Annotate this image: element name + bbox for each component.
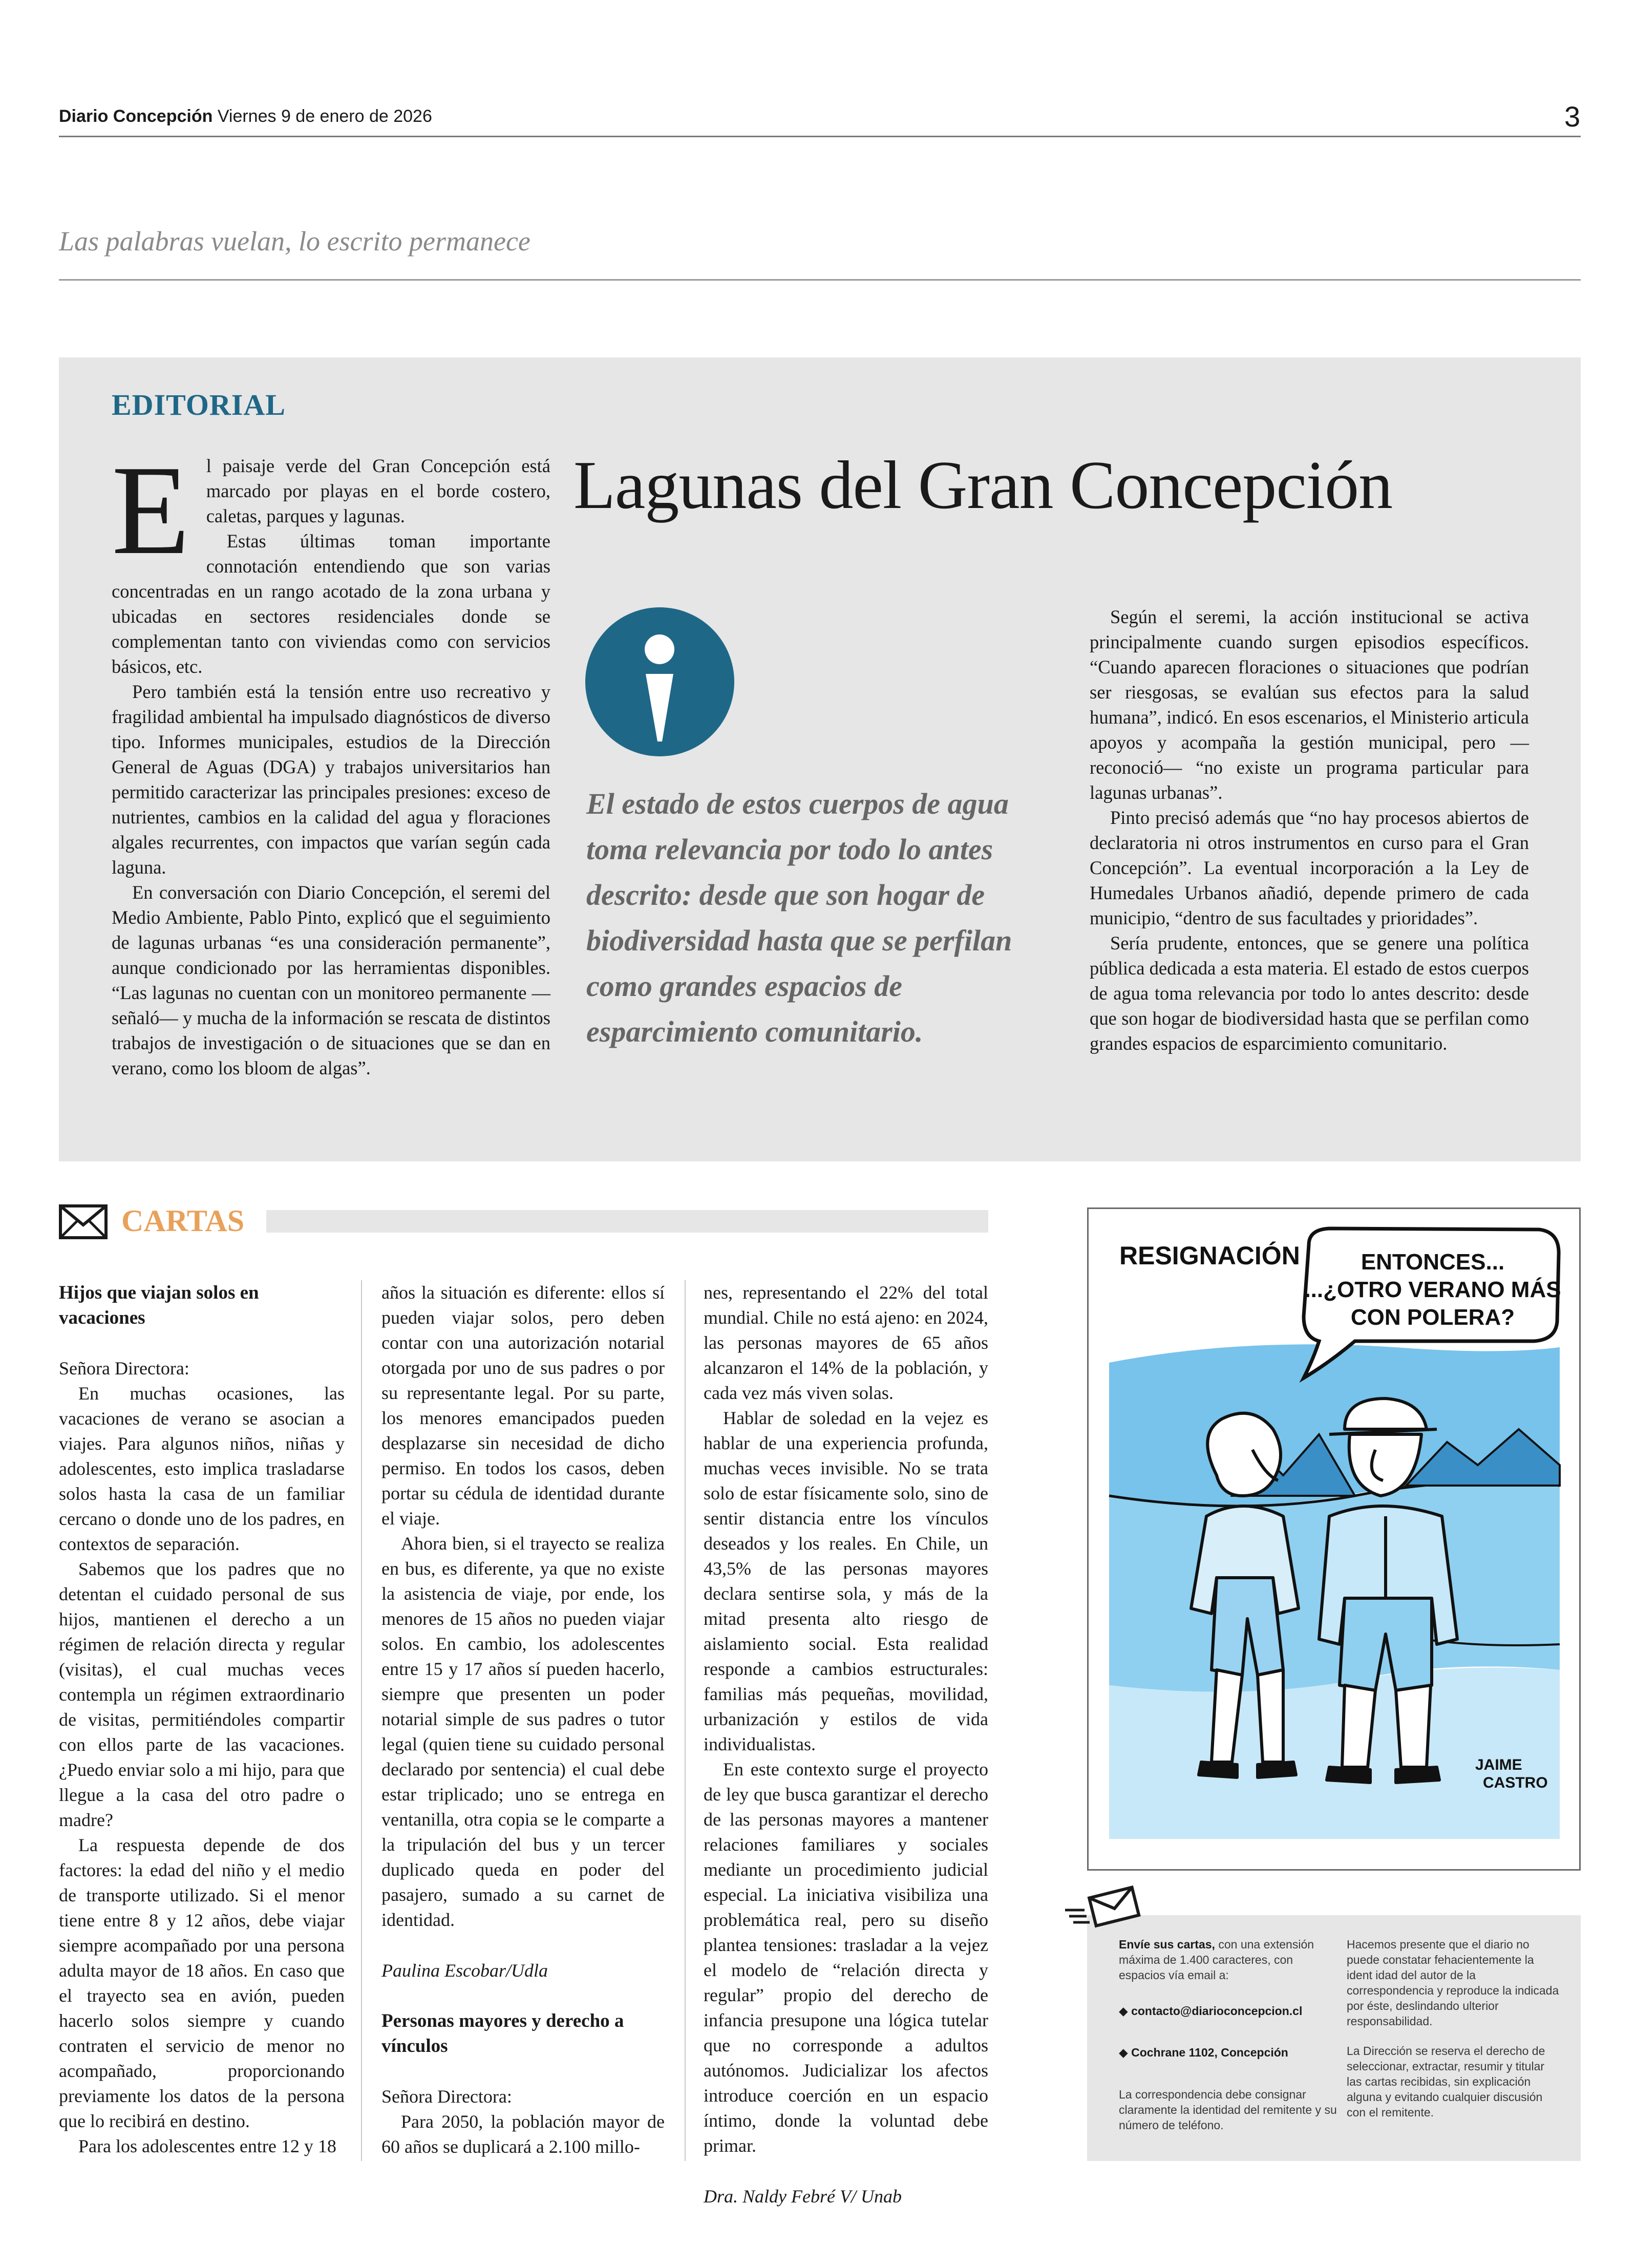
letter-signature: Paulina Escobar/Udla <box>381 1960 548 1981</box>
editorial-paragraph: Pinto precisó además que “no hay procesos abiertos de declaratoria ni otros instrumentos en curso para el Gran Concepción”. La eventual incorporación a la Ley de Humedales Urbanos añadió, depende primero de cada municipio, “dentro de sus facultades y prioridades”. <box>1090 807 1529 928</box>
column-divider <box>685 1280 686 2161</box>
envelope-icon <box>59 1204 108 1239</box>
letter-paragraph: En este contexto surge el proyecto de ley que busca garantizar el derecho de las personas mayores a mantener relaciones familiares y sociales mediante un procedimiento judicial especial. La iniciativa visibiliza una problemática real, pero su diseño plantea tensiones: trasladar a la vejez el modelo de “relación directa y regular” propio del derecho de infancia presupone una lógica tutelar que no corresponde a adultos autónomos. Judicializar los afectos introduce coerción en un espacio íntimo, donde la voluntad debe primar. <box>704 1759 988 2156</box>
disclaimer-text: Hacemos presente que el diario no puede constatar fehacientemente la ident idad del autor de la correspondencia y reproduce la indicada por éste, deslindando ulterior responsabilidad. <box>1347 1938 1559 2028</box>
letter-paragraph: Para los adolescentes entre 12 y 18 <box>78 2136 336 2156</box>
letter-paragraph: nes, representando el 22% del total mundial. Chile no está ajeno: en 2024, las personas mayores de 65 años alcanzaron el 14% de la población, y cada vez más viven solas. <box>704 1282 988 1403</box>
disclaimer-text: La Dirección se reserva el derecho de seleccionar, extractar, resumir y titular las cartas recibidas, sin explicación alguna y evitando cualquier discusión con el remitente. <box>1347 2044 1545 2119</box>
letter-title: Hijos que viajan solos en vacaciones <box>59 1282 259 1328</box>
letters-column-2 <box>381 1280 665 2159</box>
letter-paragraph: Ahora bien, si el trayecto se realiza en bus, es diferente, ya que no existe la asistencia de viaje, por ende, los menores de 15 años no pueden viajar solos. En cambio, los adolescentes entre 15 y 17 años sí pueden hacerlo, siempre que presenten un poder notarial simple de sus padres o tutor legal (quien tiene su cuidado personal declarado por sentencia) el cual debe estar triplicado; uno se entrega en ventanilla, otra copia se le comparte a la tripulación del bus y un tercer duplicado queda en poder del pasajero, sumado a su carnet de identidad. <box>381 1533 665 1930</box>
letter-paragraph: En muchas ocasiones, las vacaciones de verano se asocian a viajes. Para algunos niños, niñas y adolescentes, esto implica trasladarse solos hasta la casa de un familiar cercano o donde uno de los padres, en contextos de separación. <box>59 1383 345 1554</box>
editorial-column-1 <box>112 439 550 1080</box>
issue-date: Viernes 9 de enero de 2026 <box>217 107 432 126</box>
editorial-pull-quote: El estado de estos cuerpos de agua toma relevancia por todo lo antes descrito: desde que son hogar de biodiversidad hasta que se perfilan como grandes espacios de esparcimiento comunitario. <box>586 787 1012 1048</box>
editorial-label: EDITORIAL <box>112 388 286 421</box>
submission-email[interactable]: ◆ contacto@diarioconcepcion.cl <box>1119 2004 1303 2018</box>
header-rule <box>59 136 1581 137</box>
cartoon-signature: CASTRO <box>1483 1774 1548 1791</box>
submission-address: ◆ Cochrane 1102, Concepción <box>1119 2046 1288 2059</box>
page-header <box>59 107 432 126</box>
editorial-paragraph: Estas últimas toman importante connotación entendiendo que son varias concentradas en un rango acotado de la zona urbana y ubicadas en sectores residenciales donde se complementan tanto con viviendas como con servicios básicos, etc. <box>112 531 550 677</box>
letter-signature: Dra. Naldy Febré V/ Unab <box>704 2186 902 2207</box>
letter-paragraph: Para 2050, la población mayor de 60 años se duplicará a 2.100 millo- <box>381 2111 665 2157</box>
submission-lead: Envíe sus cartas, <box>1119 1938 1215 1951</box>
section-motto: Las palabras vuelan, lo escrito permanece <box>59 226 530 257</box>
cartas-header-bar <box>266 1210 988 1233</box>
letter-title: Personas mayores y derecho a vínculos <box>381 2010 624 2057</box>
address-text: Cochrane 1102, Concepción <box>1131 2046 1288 2059</box>
editorial-paragraph: Según el seremi, la acción institucional se activa principalmente cuando surgen episodios específicos. “Cuando aparecen floraciones o situaciones que podrían ser riesgosas, se evalúan sus efectos para la salud humana”, indicó. En esos escenarios, el Ministerio articula apoyos y acompaña la gestión municipal, pero —reconoció— “no existe un programa particular para lagunas urbanas”. <box>1090 606 1529 803</box>
cartoon-speech-line: ENTONCES... <box>1361 1249 1505 1275</box>
editorial-paragraph: En conversación con Diario Concepción, el seremi del Medio Ambiente, Pablo Pinto, explicó que el seguimiento de lagunas urbanas “es una consideración permanente”, aunque condicionado por las herramientas disponibles. “Las lagunas no cuentan con un monitoreo permanente —señaló— y mucha de la información se rescata de distintos trabajos de investigación o de situaciones que se dan en verano, como los bloom de algas”. <box>112 882 550 1078</box>
letter-salutation: Señora Directora: <box>381 2086 512 2107</box>
letter-paragraph: La respuesta depende de dos factores: la edad del niño y el medio de transporte utilizado. Si el menor tiene entre 8 y 12 años, debe viajar siempre acompañado por una persona adulta mayor de 18 años. En caso que el trayecto sea en avión, pueden hacerlo solos siempre y cuando contraten el servicio de menor no acompañado, proporcionando previamente los datos de la persona que lo recibirá en destino. <box>59 1835 345 2131</box>
editorial-title: Lagunas del Gran Concepción <box>573 447 1393 523</box>
submission-note: La correspondencia debe consignar claramente la identidad del remitente y su número de teléfono. <box>1119 2088 1337 2132</box>
letter-salutation: Señora Directora: <box>59 1358 189 1379</box>
letters-column-3 <box>704 1280 988 2209</box>
submission-lead-rest: con una extensión máxima de 1.400 caracteres, con espacios vía email a: <box>1119 1938 1314 1982</box>
column-divider <box>361 1280 362 2161</box>
editorial-paragraph: Pero también está la tensión entre uso recreativo y fragilidad ambiental ha impulsado diagnósticos de diverso tipo. Informes municipales, estudios de la Dirección General de Aguas (DGA) y trabajos universitarios han permitido caracterizar las principales presiones: exceso de nutrientes, cambios en la calidad del agua y floraciones algales recurrentes, con impactos que varían según cada laguna. <box>112 681 550 878</box>
paper-name: Diario Concepción <box>59 107 213 126</box>
editorial-column-3 <box>1090 604 1529 1056</box>
cartoon-speech-line: ...¿OTRO VERANO MÁS <box>1304 1277 1561 1302</box>
editorial-paragraph: Sería prudente, entonces, que se genere una política pública dedicada a esta materia. El estado de estos cuerpos de agua toma relevancia por todo lo antes descrito: desde que son hogar de biodiversidad hasta que se perfilan como grandes espacios de esparcimiento comunitario. <box>1090 932 1529 1054</box>
cartoon-signature: JAIME <box>1475 1756 1522 1773</box>
letter-paragraph: Sabemos que los padres que no detentan el cuidado personal de sus hijos, mantienen el derecho a un régimen de relación directa y regular (visitas), el cual muchas veces contempla un régimen extraordinario de visitas, permitiéndoles compartir con ellos parte de las vacaciones. ¿Puedo enviar solo a mi hijo, para que llegue a la casa del otro padre o madre? <box>59 1559 345 1830</box>
letter-paragraph: años la situación es diferente: ellos sí pueden viajar solos, pero deben contar con una autorización notarial otorgada por uno de sus padres o por su representante legal. Por su parte, los menores emancipados pueden desplazarse sin necesidad de dicho permiso. En todos los casos, deben portar su cédula de identidad durante el viaje. <box>381 1282 665 1529</box>
submission-instructions <box>1119 1937 1339 1983</box>
editorial-cartoon <box>1087 1207 1581 1871</box>
letter-paragraph: Hablar de soledad en la vejez es hablar de una experiencia profunda, muchas veces invisible. No se trata solo de estar físicamente solo, sino de sentir distancia entre los vínculos deseados y los reales. En Chile, un 43,5% de las personas mayores declara sentirse sola, y más de la mitad presenta alto riesgo de aislamiento social. Esta realidad responde a cambios estructurales: familias más pequeñas, movilidad, urbanización y estilos de vida individualistas. <box>704 1408 988 1754</box>
email-link[interactable]: contacto@diarioconcepcion.cl <box>1131 2004 1303 2018</box>
editorial-paragraph: l paisaje verde del Gran Concepción está marcado por playas en el borde costero, caletas, parques y lagunas. <box>206 455 550 526</box>
letters-column-1 <box>59 1280 345 2159</box>
motto-rule <box>59 279 1581 281</box>
info-icon <box>585 607 734 756</box>
envelope-send-icon <box>1060 1884 1142 1928</box>
drop-cap: E <box>112 439 190 581</box>
page-number: 3 <box>1564 100 1581 133</box>
cartas-label: CARTAS <box>121 1204 245 1238</box>
cartoon-title: RESIGNACIÓN <box>1119 1241 1300 1270</box>
cartoon-speech-line: CON POLERA? <box>1350 1305 1515 1330</box>
